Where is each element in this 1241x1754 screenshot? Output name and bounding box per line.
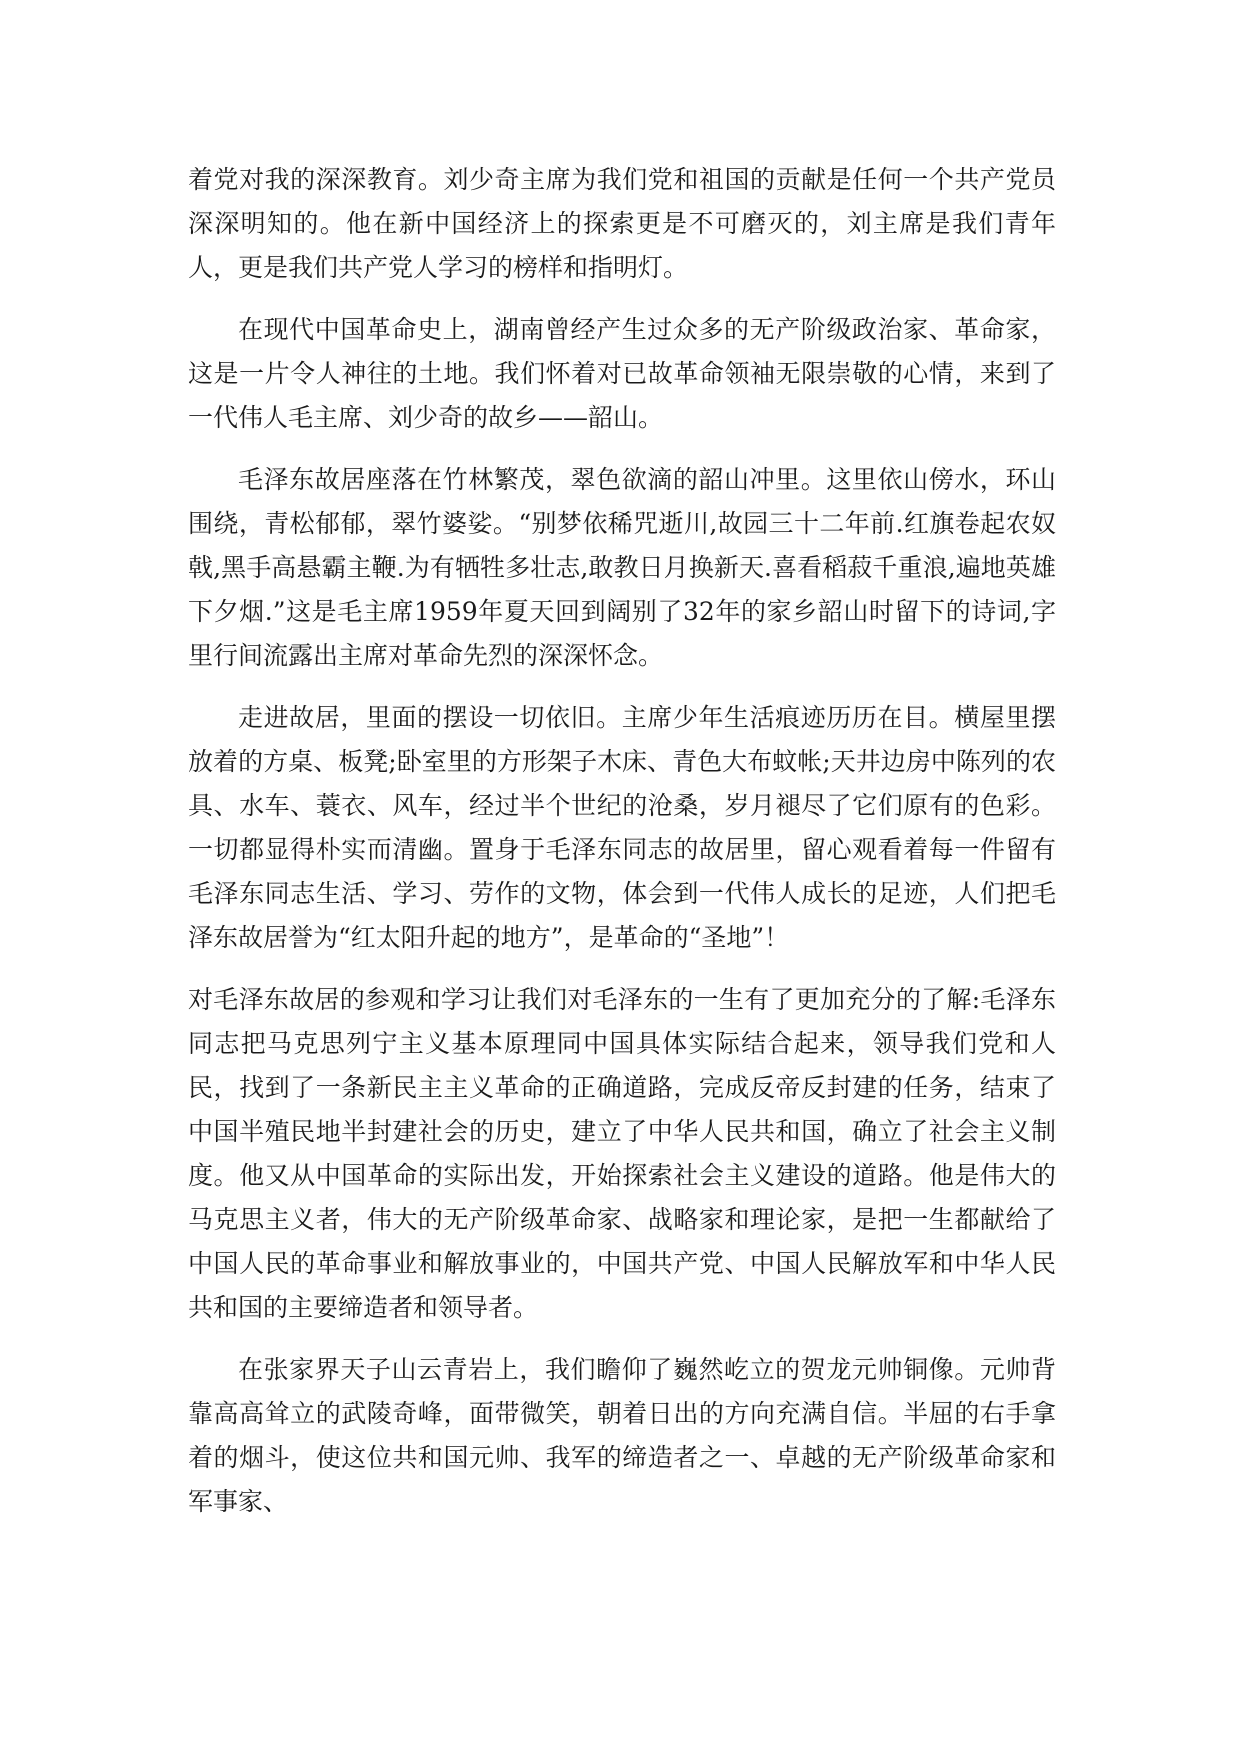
paragraph-2: 在现代中国革命史上，湖南曾经产生过众多的无产阶级政治家、革命家，这是一片令人神往的土地。我们怀着对已故革命领袖无限崇敬的心情，来到了一代伟人毛主席、刘少奇的故乡——韶山。 [188,315,1056,432]
paragraph-5: 对毛泽东故居的参观和学习让我们对毛泽东的一生有了更加充分的了解:毛泽东同志把马克思列宁主义基本原理同中国具体实际结合起来，领导我们党和人民，找到了一条新民主主义革命的正确道路，完成反帝反封建的任务，结束了中国半殖民地半封建社会的历史，建立了中华人民共和国，确立了社会主义制度。他又从中国革命的实际出发，开始探索社会主义建设的道路。他是伟大的马克思主义者，伟大的无产阶级革命家、战略家和理论家，是把一生都献给了中国人民的革命事业和解放事业的，中国共产党、中国人民解放军和中华人民共和国的主要缔造者和领导者。 [188,985,1056,1322]
document-body [188,158,1056,1542]
paragraph-1: 着党对我的深深教育。刘少奇主席为我们党和祖国的贡献是任何一个共产党员深深明知的。他在新中国经济上的探索更是不可磨灭的，刘主席是我们青年人，更是我们共产党人学习的榜样和指明灯。 [188,165,1056,282]
paragraph-6: 在张家界天子山云青岩上，我们瞻仰了巍然屹立的贺龙元帅铜像。元帅背靠高高耸立的武陵奇峰，面带微笑，朝着日出的方向充满自信。半屈的右手拿着的烟斗，使这位共和国元帅、我军的缔造者之一、卓越的无产阶级革命家和军事家、 [188,1355,1056,1516]
paragraph-3: 毛泽东故居座落在竹林繁茂，翠色欲滴的韶山冲里。这里依山傍水，环山围绕，青松郁郁，翠竹婆娑。“别梦依稀咒逝川,故园三十二年前.红旗卷起农奴戟,黑手高悬霸主鞭.为有牺牲多壮志,敢教日月换新天.喜看稻菽千重浪,遍地英雄下夕烟.”这是毛主席1959年夏天回到阔别了32年的家乡韶山时留下的诗词,字里行间流露出主席对革命先烈的深深怀念。 [188,465,1056,670]
paragraph-4: 走进故居，里面的摆设一切依旧。主席少年生活痕迹历历在目。横屋里摆放着的方桌、板凳;卧室里的方形架子木床、青色大布蚊帐;天井边房中陈列的农具、水车、蓑衣、风车，经过半个世纪的沧桑，岁月褪尽了它们原有的色彩。一切都显得朴实而清幽。置身于毛泽东同志的故居里，留心观看着每一件留有毛泽东同志生活、学习、劳作的文物，体会到一代伟人成长的足迹，人们把毛泽东故居誉为“红太阳升起的地方”，是革命的“圣地”！ [188,703,1056,952]
